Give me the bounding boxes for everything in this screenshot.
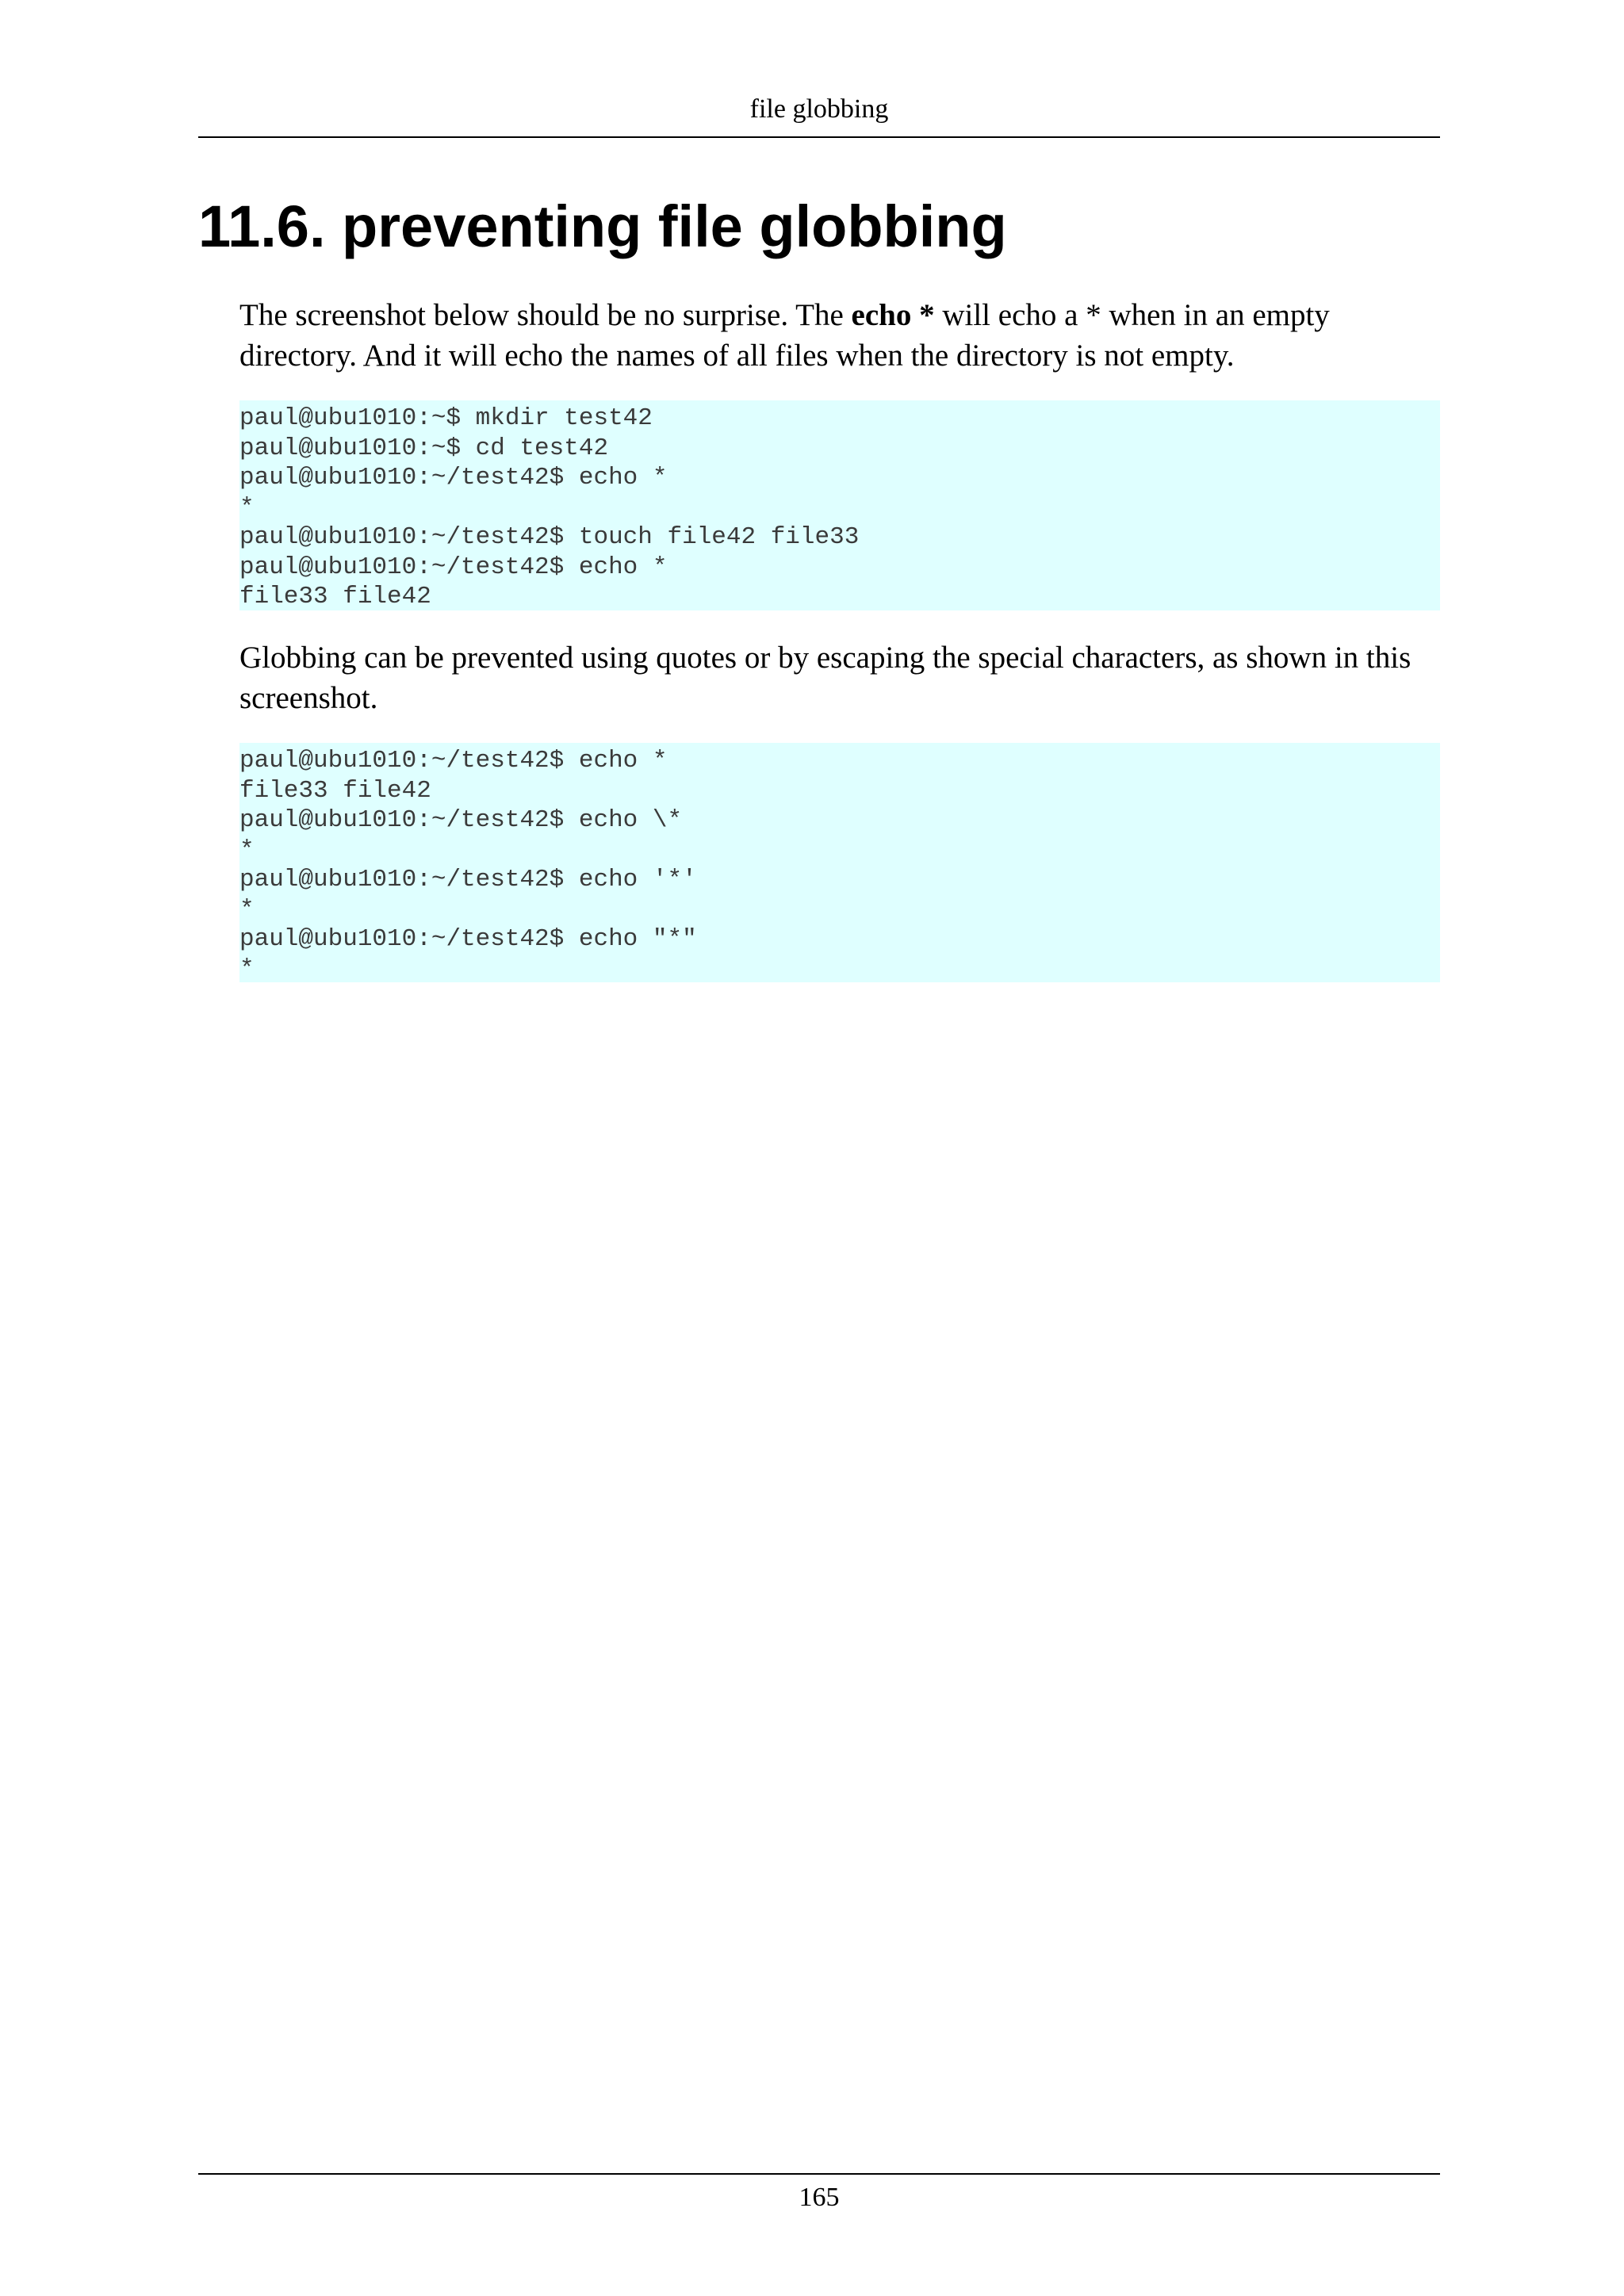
terminal-line: paul@ubu1010:~/test42$ echo *: [239, 747, 668, 775]
terminal-line: paul@ubu1010:~/test42$ echo "*": [239, 925, 697, 953]
terminal-line: paul@ubu1010:~/test42$ echo *: [239, 464, 668, 492]
terminal-line: paul@ubu1010:~/test42$ echo \*: [239, 806, 683, 834]
intro-paragraph: [239, 295, 1440, 376]
footer-divider: [198, 2173, 1440, 2175]
terminal-line: *: [239, 493, 255, 522]
terminal-line: file33 file42: [239, 776, 431, 805]
terminal-line: paul@ubu1010:~/test42$ echo *: [239, 553, 668, 581]
inline-command: echo *: [851, 298, 935, 332]
terminal-line: *: [239, 836, 255, 864]
terminal-line: paul@ubu1010:~/test42$ echo '*': [239, 866, 697, 894]
terminal-line: paul@ubu1010:~/test42$ touch file42 file33: [239, 523, 860, 551]
intro-text-end: will echo a * when in an empty directory. And it will echo the names of all files when the directory is not empty.: [239, 298, 1330, 373]
terminal-line: *: [239, 955, 255, 983]
intro-text-start: The screenshot below should be no surprise. The: [239, 298, 852, 332]
terminal-screenshot-1: [239, 400, 1440, 610]
terminal-line: paul@ubu1010:~$ mkdir test42: [239, 404, 653, 432]
running-header: file globbing: [749, 94, 889, 124]
terminal-line: *: [239, 895, 255, 924]
page-number: 165: [799, 2183, 840, 2212]
section-title: 11.6. preventing file globbing: [198, 193, 1007, 259]
header-divider: [198, 136, 1440, 138]
terminal-line: paul@ubu1010:~$ cd test42: [239, 434, 609, 462]
globbing-paragraph: Globbing can be prevented using quotes or by escaping the special characters, as shown in this screenshot.: [239, 641, 1411, 715]
terminal-screenshot-2: [239, 743, 1440, 982]
terminal-line: file33 file42: [239, 583, 431, 610]
